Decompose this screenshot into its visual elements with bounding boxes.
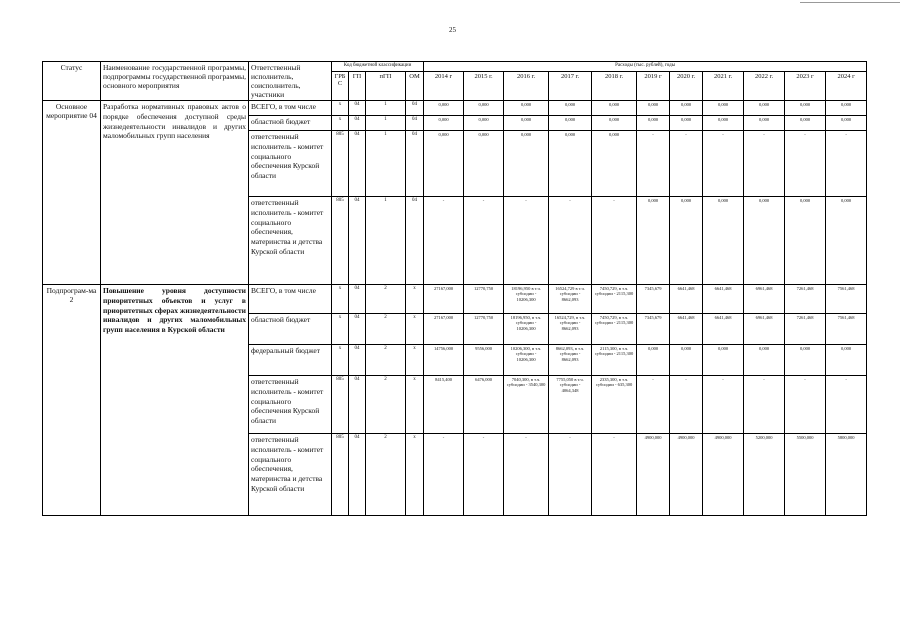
expense-cell: 0,000: [592, 131, 637, 197]
expense-cell: 0,000: [826, 101, 867, 116]
expense-cell: 0,000: [744, 101, 785, 116]
header-expenses-group: Расходы (тыс. рублей), годы: [424, 62, 867, 72]
expense-cell: 2335,300, в т.ч. субсидии - 635,300: [592, 376, 637, 434]
expense-cell: 0,000: [670, 345, 703, 376]
expense-cell: 0,000: [826, 197, 867, 285]
code-cell: 805: [332, 197, 349, 285]
header-responsible: Ответственный исполнитель, соисполнитель, участники: [249, 62, 332, 101]
expense-cell: 0,000: [703, 197, 744, 285]
table-header: [43, 62, 867, 101]
code-cell: x: [332, 345, 349, 376]
expense-cell: -: [504, 197, 549, 285]
expense-cell: 27167,000: [424, 285, 464, 314]
expense-cell: -: [464, 434, 504, 516]
header-year: 2018 г.: [592, 71, 637, 100]
expense-cell: -: [504, 434, 549, 516]
table-row: [43, 101, 867, 116]
responsible-cell: ответственный исполнитель - комитет социального обеспечения, материнства и детства Курской области: [249, 197, 332, 285]
status-cell: Основное мероприятие 04: [43, 101, 101, 285]
expense-cell: 0,000: [744, 116, 785, 131]
code-cell: 04: [349, 314, 366, 345]
expense-cell: 0,000: [785, 101, 826, 116]
expense-cell: 7450,729, в т.ч. субсидии - 2115,300: [592, 285, 637, 314]
responsible-cell: областной бюджет: [249, 116, 332, 131]
code-cell: 1: [366, 116, 406, 131]
expense-cell: 9556,000: [464, 345, 504, 376]
expense-cell: -: [826, 376, 867, 434]
expense-cell: 0,000: [424, 116, 464, 131]
program-name-cell: Повышение уровня доступности приоритетных объектов и услуг в приоритетных сферах жизнедеятельности инвалидов и других маломобильных групп населения в Курской области: [101, 285, 249, 516]
expense-cell: 0,000: [670, 116, 703, 131]
header-status: Статус: [43, 62, 101, 101]
responsible-cell: ответственный исполнитель - комитет социального обеспечения, материнства и детства Курской области: [249, 434, 332, 516]
header-code-col: ГП: [349, 71, 366, 100]
expense-cell: -: [744, 131, 785, 197]
expense-cell: 7040,300, в т.ч. субсидии - 3540,300: [504, 376, 549, 434]
table-row: [43, 285, 867, 314]
expense-cell: -: [549, 434, 592, 516]
expense-cell: -: [785, 376, 826, 434]
expense-cell: 7561,468: [826, 285, 867, 314]
expense-cell: 0,000: [504, 101, 549, 116]
expense-cell: 2115,300, в т.ч. субсидии - 2115,300: [592, 345, 637, 376]
expense-cell: -: [826, 131, 867, 197]
header-year: 2016 г.: [504, 71, 549, 100]
header-year: 2017 г.: [549, 71, 592, 100]
page-number: 25: [449, 26, 456, 34]
expense-cell: 16524,729, в т.ч. субсидии - 8662,093: [549, 314, 592, 345]
expense-cell: 0,000: [637, 197, 670, 285]
expense-cell: 0,000: [549, 131, 592, 197]
code-cell: 2: [366, 434, 406, 516]
header-year: 2019 г: [637, 71, 670, 100]
expense-cell: 0,000: [464, 131, 504, 197]
expense-cell: -: [785, 131, 826, 197]
expense-cell: 0,000: [637, 116, 670, 131]
expense-cell: 0,000: [670, 197, 703, 285]
expense-cell: -: [670, 131, 703, 197]
expense-cell: 7261,468: [785, 314, 826, 345]
expense-cell: 0,000: [826, 116, 867, 131]
header-code-group: Код бюджетной классификации: [332, 62, 424, 72]
header-year: 2020 г.: [670, 71, 703, 100]
expense-cell: 16524,729 в т.ч. субсидии - 8662,093: [549, 285, 592, 314]
code-cell: 04: [349, 101, 366, 116]
code-cell: 2: [366, 314, 406, 345]
responsible-cell: ВСЕГО, в том числе: [249, 101, 332, 116]
expense-cell: 0,000: [464, 101, 504, 116]
header-year: 2022 г.: [744, 71, 785, 100]
expense-cell: 0,000: [785, 197, 826, 285]
expense-cell: 7345,679: [637, 285, 670, 314]
expense-cell: 0,000: [637, 345, 670, 376]
expense-cell: 4900,000: [670, 434, 703, 516]
responsible-cell: ответственный исполнитель - комитет социального обеспечения Курской области: [249, 376, 332, 434]
table-body: [43, 101, 867, 516]
expense-cell: -: [424, 197, 464, 285]
expense-cell: 12770,750: [464, 285, 504, 314]
code-cell: 2: [366, 285, 406, 314]
expense-cell: 4900,000: [637, 434, 670, 516]
expense-cell: 14756,000: [424, 345, 464, 376]
expense-cell: 5500,000: [785, 434, 826, 516]
header-code-col: пГП: [366, 71, 406, 100]
code-cell: 1: [366, 197, 406, 285]
expense-cell: -: [424, 434, 464, 516]
expense-cell: 6641,468: [670, 314, 703, 345]
header-year: 2023 г: [785, 71, 826, 100]
expense-cell: 6961,468: [744, 285, 785, 314]
expense-cell: 5200,000: [744, 434, 785, 516]
expense-cell: 8415,400: [424, 376, 464, 434]
expense-cell: 12770,750: [464, 314, 504, 345]
expense-cell: 6476,000: [464, 376, 504, 434]
expense-cell: 0,000: [549, 101, 592, 116]
expense-cell: -: [464, 197, 504, 285]
code-cell: 04: [349, 131, 366, 197]
code-cell: 2: [366, 345, 406, 376]
expense-cell: 6961,468: [744, 314, 785, 345]
expense-cell: -: [592, 197, 637, 285]
header-year: 2021 г.: [703, 71, 744, 100]
code-cell: 04: [406, 131, 424, 197]
expense-cell: 0,000: [670, 101, 703, 116]
expense-cell: 27167,000: [424, 314, 464, 345]
code-cell: 04: [349, 434, 366, 516]
expense-cell: 0,000: [637, 101, 670, 116]
code-cell: 2: [366, 376, 406, 434]
expense-cell: -: [703, 376, 744, 434]
expense-cell: 18196,950, в т.ч. субсидии - 10206,300: [504, 314, 549, 345]
expense-cell: 0,000: [424, 101, 464, 116]
expense-cell: 0,000: [424, 131, 464, 197]
expense-cell: 0,000: [464, 116, 504, 131]
expense-cell: 10206,300, в т.ч. субсидии - 10206,300: [504, 345, 549, 376]
expense-cell: 0,000: [504, 116, 549, 131]
header-year: 2024 г: [826, 71, 867, 100]
expense-cell: 18196,950 в т.ч. субсидии - 10206,300: [504, 285, 549, 314]
expense-cell: 7261,468: [785, 285, 826, 314]
expense-cell: 0,000: [744, 345, 785, 376]
code-cell: 1: [366, 101, 406, 116]
expense-cell: 6641,468: [670, 285, 703, 314]
expense-cell: 0,000: [744, 197, 785, 285]
code-cell: 04: [349, 376, 366, 434]
code-cell: x: [332, 116, 349, 131]
code-cell: 04: [406, 197, 424, 285]
header-year: 2014 г: [424, 71, 464, 100]
code-cell: 04: [349, 116, 366, 131]
code-cell: 04: [349, 345, 366, 376]
expense-cell: -: [637, 131, 670, 197]
expense-cell: 0,000: [785, 116, 826, 131]
expense-cell: 6641,468: [703, 314, 744, 345]
expense-cell: 0,000: [703, 345, 744, 376]
program-name-cell: Разработка нормативных правовых актов о порядке обеспечения доступной среды жизнедеятельности инвалидов и других маломобильных групп населения: [101, 101, 249, 285]
code-cell: x: [406, 434, 424, 516]
header-code-col: ГРБ С: [332, 71, 349, 100]
header-code-col: ОМ: [406, 71, 424, 100]
header-year: 2015 г.: [464, 71, 504, 100]
code-cell: 04: [406, 101, 424, 116]
expense-cell: -: [549, 197, 592, 285]
code-cell: 805: [332, 434, 349, 516]
expense-cell: 7755,050 в т.ч. субсидии - 4064,348: [549, 376, 592, 434]
responsible-cell: федеральный бюджет: [249, 345, 332, 376]
code-cell: x: [406, 345, 424, 376]
code-cell: 805: [332, 131, 349, 197]
responsible-cell: ВСЕГО, в том числе: [249, 285, 332, 314]
expense-cell: -: [670, 376, 703, 434]
code-cell: x: [406, 376, 424, 434]
corner-rule: [800, 2, 900, 3]
expense-cell: 6641,468: [703, 285, 744, 314]
expense-cell: 7561,468: [826, 314, 867, 345]
expense-cell: -: [703, 131, 744, 197]
code-cell: x: [332, 285, 349, 314]
header-program-name: Наименование государственной программы, подпрограммы государственной программы, основного мероприятия: [101, 62, 249, 101]
expense-cell: 0,000: [504, 131, 549, 197]
expense-cell: 0,000: [785, 345, 826, 376]
code-cell: 805: [332, 376, 349, 434]
expense-cell: 4900,000: [703, 434, 744, 516]
code-cell: 04: [349, 197, 366, 285]
status-cell: Подпрограм-ма 2: [43, 285, 101, 516]
expense-cell: -: [592, 434, 637, 516]
code-cell: x: [406, 314, 424, 345]
expense-cell: 0,000: [592, 101, 637, 116]
code-cell: 04: [349, 285, 366, 314]
expense-cell: -: [637, 376, 670, 434]
expense-cell: 0,000: [826, 345, 867, 376]
code-cell: x: [332, 314, 349, 345]
expense-cell: 7450,729, в т.ч. субсидии - 2115,300: [592, 314, 637, 345]
expense-cell: 0,000: [549, 116, 592, 131]
code-cell: 04: [406, 116, 424, 131]
expense-cell: -: [744, 376, 785, 434]
expense-cell: 0,000: [703, 101, 744, 116]
expense-cell: 0,000: [592, 116, 637, 131]
expense-cell: 0,000: [703, 116, 744, 131]
expense-cell: 8662,093, в т.ч. субсидии - 8662,093: [549, 345, 592, 376]
responsible-cell: ответственный исполнитель - комитет социального обеспечения Курской области: [249, 131, 332, 197]
expense-cell: 5800,000: [826, 434, 867, 516]
code-cell: x: [406, 285, 424, 314]
budget-table: [42, 61, 867, 516]
code-cell: 1: [366, 131, 406, 197]
code-cell: x: [332, 101, 349, 116]
responsible-cell: областной бюджет: [249, 314, 332, 345]
expense-cell: 7345,679: [637, 314, 670, 345]
